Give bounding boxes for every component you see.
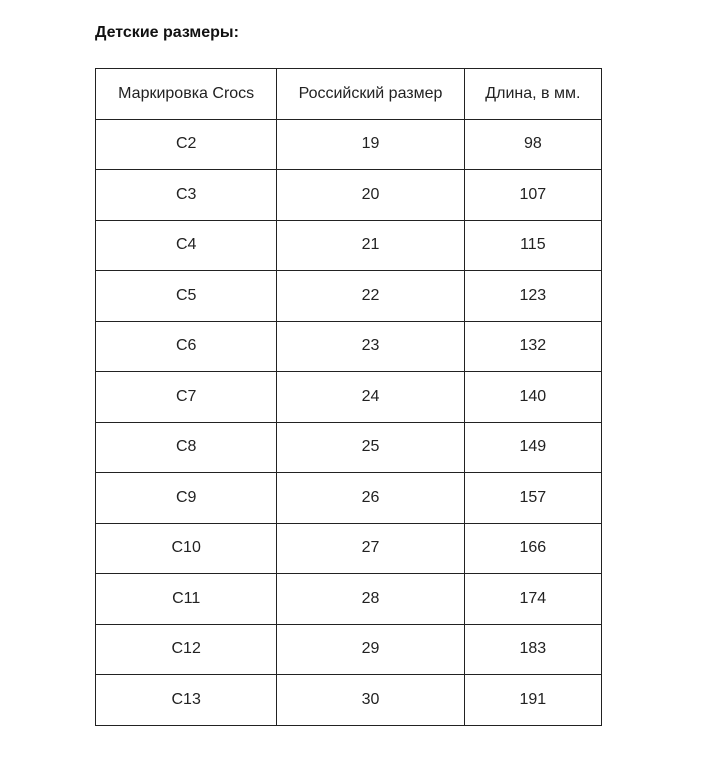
- cell-length-mm: 191: [464, 675, 601, 726]
- table-row: [96, 220, 602, 271]
- table-body: [96, 119, 602, 725]
- cell-crocs-marking: C3: [96, 170, 277, 221]
- cell-length-mm: 174: [464, 574, 601, 625]
- cell-russian-size: 23: [277, 321, 464, 372]
- table-row: [96, 473, 602, 524]
- table-row: [96, 170, 602, 221]
- cell-length-mm: 166: [464, 523, 601, 574]
- cell-russian-size: 24: [277, 372, 464, 423]
- cell-russian-size: 27: [277, 523, 464, 574]
- cell-russian-size: 29: [277, 624, 464, 675]
- cell-crocs-marking: C8: [96, 422, 277, 473]
- cell-length-mm: 157: [464, 473, 601, 524]
- table-row: [96, 624, 602, 675]
- cell-crocs-marking: C13: [96, 675, 277, 726]
- cell-crocs-marking: C7: [96, 372, 277, 423]
- cell-russian-size: 21: [277, 220, 464, 271]
- cell-crocs-marking: C12: [96, 624, 277, 675]
- table-row: [96, 321, 602, 372]
- cell-length-mm: 149: [464, 422, 601, 473]
- cell-crocs-marking: C6: [96, 321, 277, 372]
- cell-length-mm: 115: [464, 220, 601, 271]
- size-table: [95, 68, 602, 726]
- cell-russian-size: 26: [277, 473, 464, 524]
- cell-russian-size: 19: [277, 119, 464, 170]
- header-russian-size: Российский размер: [277, 69, 464, 120]
- page-title: Детские размеры:: [95, 24, 239, 41]
- cell-crocs-marking: C2: [96, 119, 277, 170]
- cell-russian-size: 25: [277, 422, 464, 473]
- cell-russian-size: 20: [277, 170, 464, 221]
- cell-crocs-marking: C5: [96, 271, 277, 322]
- cell-russian-size: 22: [277, 271, 464, 322]
- cell-length-mm: 107: [464, 170, 601, 221]
- table-row: [96, 372, 602, 423]
- cell-length-mm: 183: [464, 624, 601, 675]
- header-crocs-marking: Маркировка Crocs: [96, 69, 277, 120]
- cell-length-mm: 140: [464, 372, 601, 423]
- cell-crocs-marking: C4: [96, 220, 277, 271]
- table-row: [96, 119, 602, 170]
- table-row: [96, 523, 602, 574]
- cell-length-mm: 132: [464, 321, 601, 372]
- cell-crocs-marking: C10: [96, 523, 277, 574]
- cell-russian-size: 28: [277, 574, 464, 625]
- header-length-mm: Длина, в мм.: [464, 69, 601, 120]
- table-row: [96, 271, 602, 322]
- table-row: [96, 574, 602, 625]
- cell-crocs-marking: C11: [96, 574, 277, 625]
- table-header-row: [96, 69, 602, 120]
- cell-length-mm: 98: [464, 119, 601, 170]
- table-row: [96, 422, 602, 473]
- cell-crocs-marking: C9: [96, 473, 277, 524]
- cell-length-mm: 123: [464, 271, 601, 322]
- table-row: [96, 675, 602, 726]
- cell-russian-size: 30: [277, 675, 464, 726]
